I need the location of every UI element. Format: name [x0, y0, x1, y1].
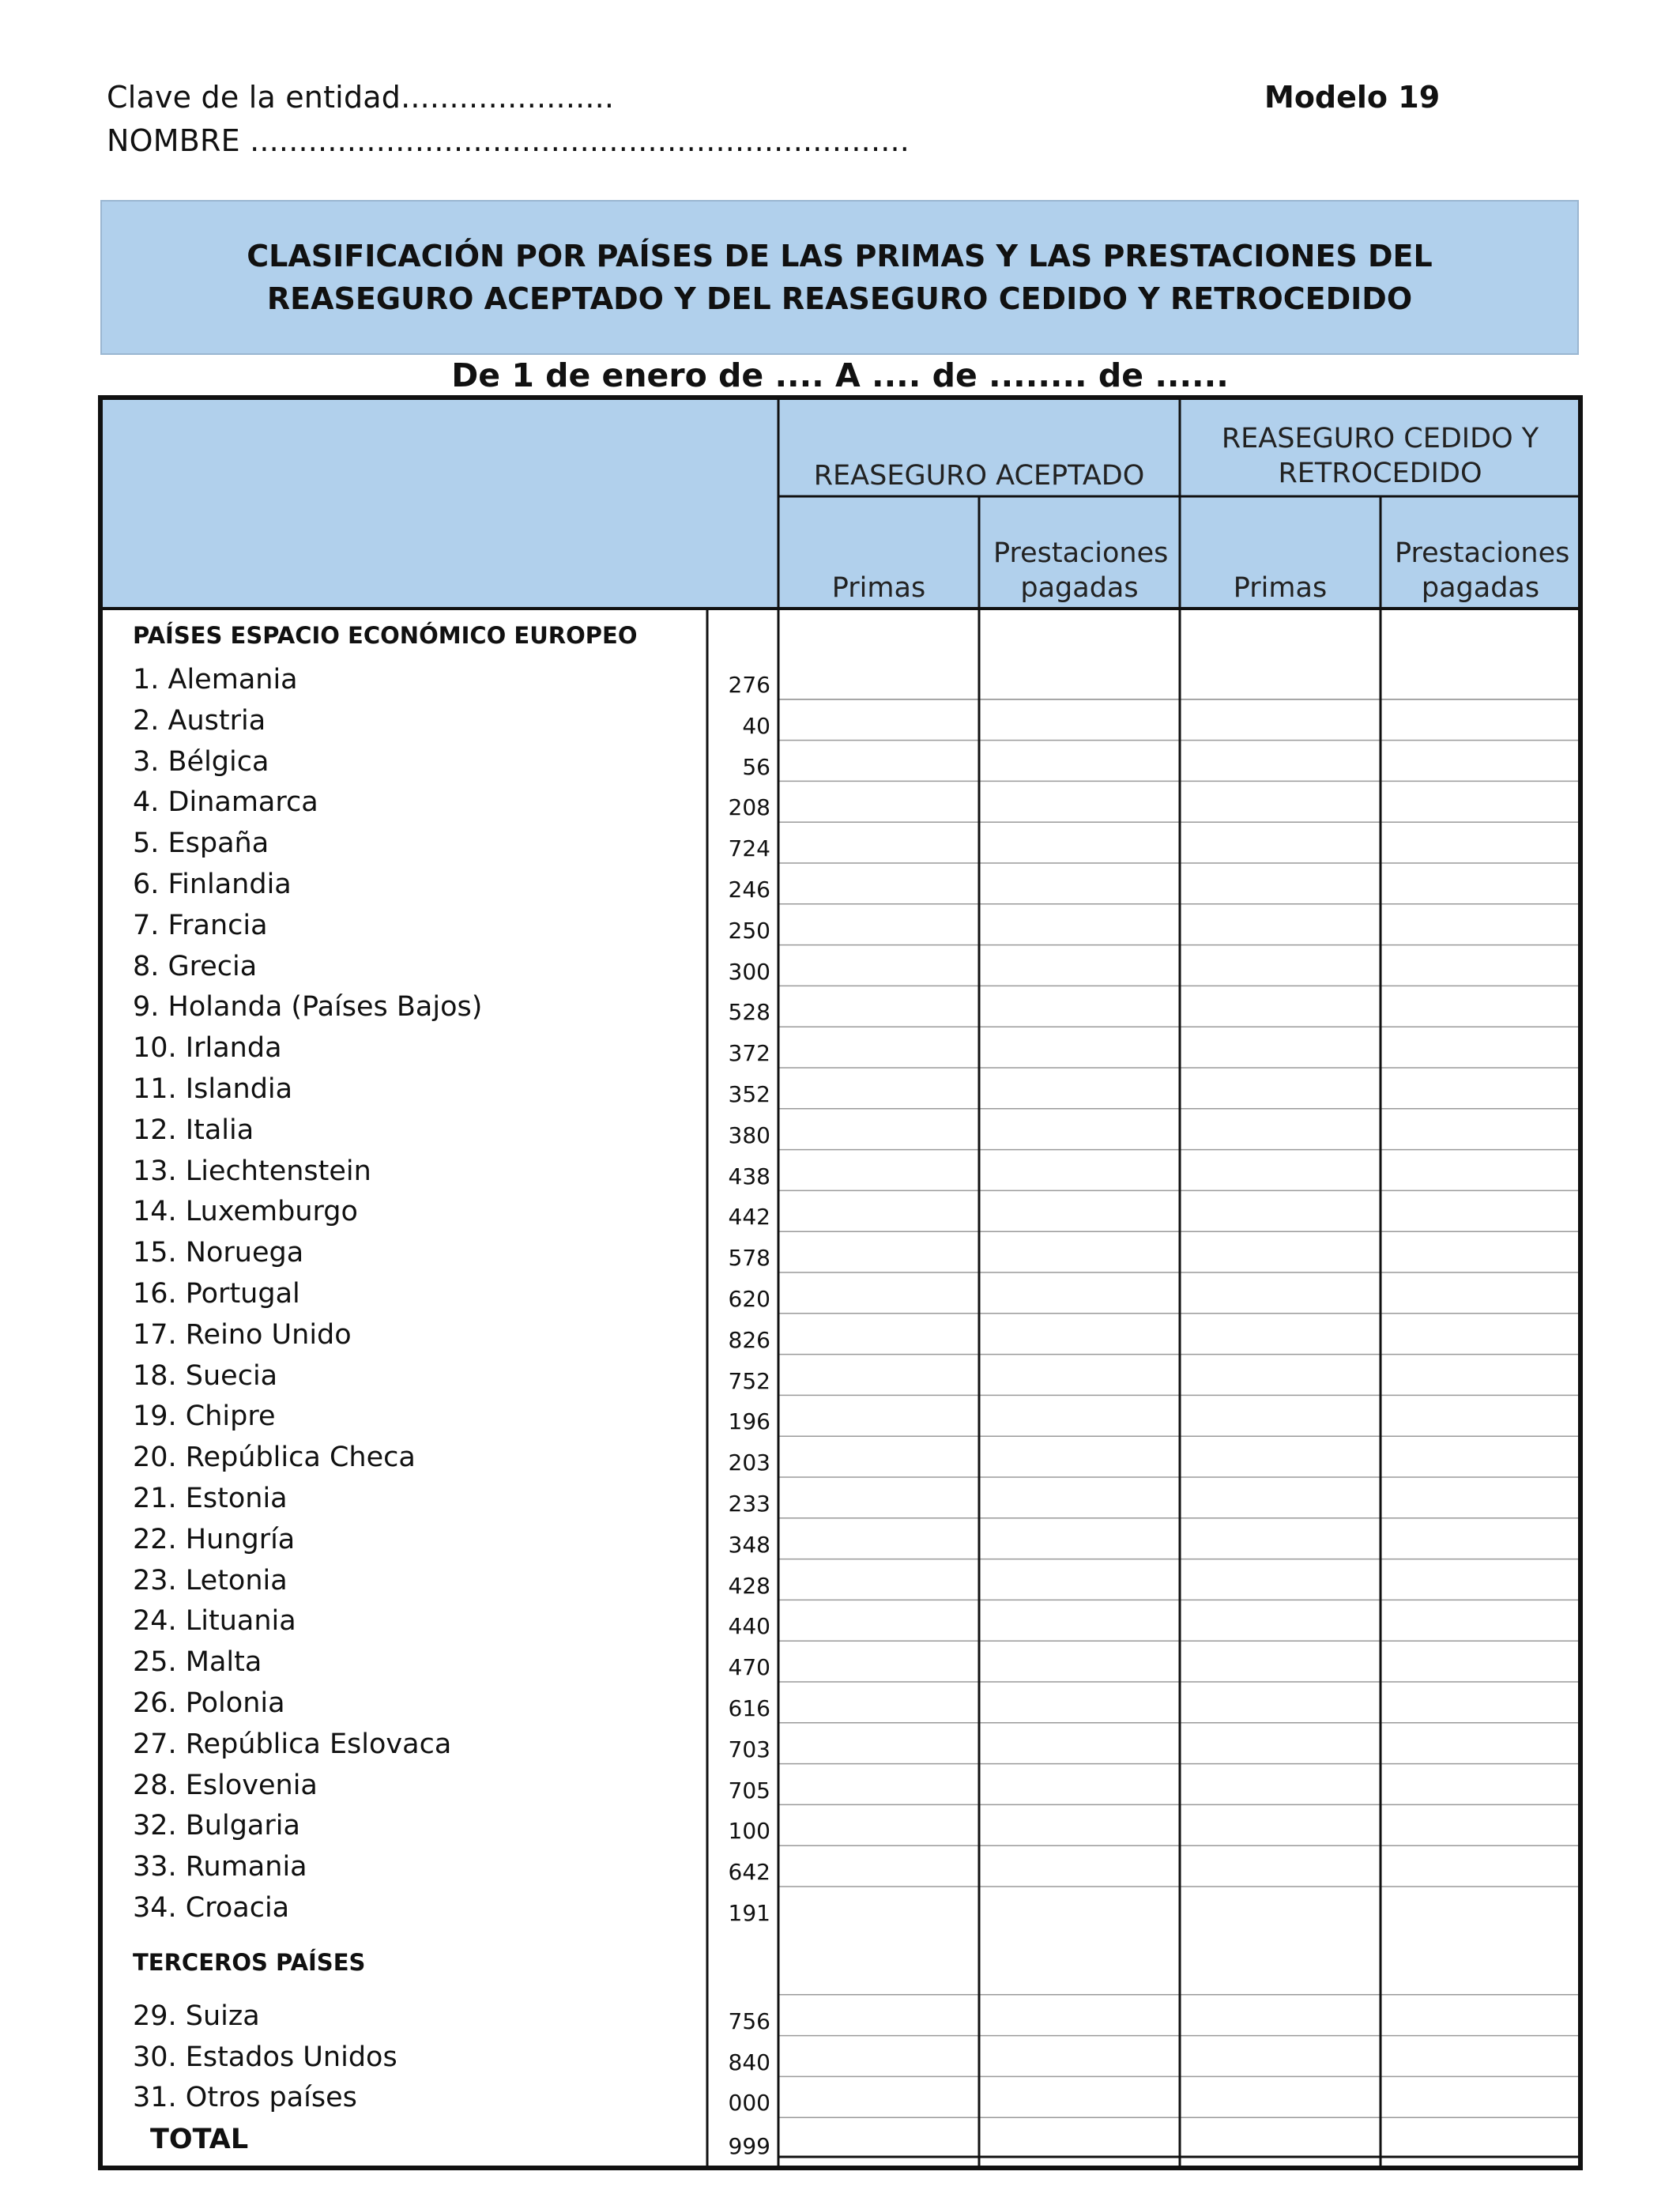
form-title-line-1: CLASIFICACIÓN POR PAÍSES DE LAS PRIMAS Y LAS PRESTACIONES DEL	[247, 239, 1433, 273]
country-row-code: 528	[728, 999, 770, 1026]
section-eee-label: PAÍSES ESPACIO ECONÓMICO EUROPEO	[133, 622, 638, 649]
country-row-code: 203	[728, 1449, 770, 1476]
country-row-code: 372	[728, 1040, 770, 1067]
country-row-label: 31. Otros países	[133, 2082, 357, 2114]
country-row-label: 20. República Checa	[133, 1442, 416, 1474]
country-row-code: 40	[742, 712, 770, 739]
column-header-prestaciones: Prestaciones pagadas	[993, 537, 1169, 604]
country-row-code: 578	[728, 1245, 770, 1272]
country-row-label: 3. Bélgica	[133, 745, 269, 778]
country-row-code: 250	[728, 917, 770, 944]
country-row-label: 10. Irlanda	[133, 1032, 282, 1065]
country-row-label: 16. Portugal	[133, 1278, 300, 1310]
country-row-label: 7. Francia	[133, 909, 268, 941]
country-row-label: 15. Noruega	[133, 1237, 304, 1269]
country-row-code: 826	[728, 1326, 770, 1353]
country-row-code: 752	[728, 1367, 770, 1394]
column-header-prestaciones: Prestaciones pagadas	[1395, 537, 1570, 604]
country-row-code: 56	[742, 753, 770, 780]
country-row-label: 14. Luxemburgo	[133, 1196, 358, 1228]
section-third-label: TERCEROS PAÍSES	[133, 1948, 366, 1976]
country-row-code: 233	[728, 1491, 770, 1517]
country-row-code: 724	[728, 835, 770, 862]
country-row-label: 12. Italia	[133, 1114, 254, 1146]
country-row-code: 642	[728, 1859, 770, 1886]
country-row-code: 616	[728, 1695, 770, 1721]
column-header-primas: Primas	[1233, 572, 1328, 604]
country-row-code: 380	[728, 1122, 770, 1148]
country-row-label: 11. Islandia	[133, 1073, 293, 1105]
column-header-primas: Primas	[831, 572, 926, 604]
country-row-label: 26. Polonia	[133, 1687, 285, 1719]
country-row-code: 440	[728, 1613, 770, 1640]
country-row-label: 28. Eslovenia	[133, 1769, 318, 1801]
entity-name-label: NOMBRE ....................................................................	[107, 123, 910, 158]
country-row-code: 300	[728, 958, 770, 985]
country-row-code: 703	[728, 1736, 770, 1762]
country-row-label: 23. Letonia	[133, 1564, 288, 1596]
form-title-line-2: REASEGURO ACEPTADO Y DEL REASEGURO CEDIDO Y RETROCEDIDO	[266, 281, 1413, 316]
country-row-code: 470	[728, 1654, 770, 1681]
country-row-code: 100	[728, 1818, 770, 1845]
country-row-label: 17. Reino Unido	[133, 1318, 352, 1351]
country-row-label: 22. Hungría	[133, 1523, 296, 1555]
country-row-label: 2. Austria	[133, 704, 266, 737]
country-row-code: 438	[728, 1163, 770, 1189]
country-row-label: 5. España	[133, 827, 269, 860]
country-row-code: 208	[728, 794, 770, 821]
country-row-label: 32. Bulgaria	[133, 1810, 300, 1842]
country-row-label: 19. Chipre	[133, 1400, 276, 1433]
country-row-label: 21. Estonia	[133, 1483, 288, 1514]
country-row-code: 442	[728, 1204, 770, 1231]
group-header-ceded: REASEGURO CEDIDO Y RETROCEDIDO	[1221, 423, 1539, 489]
country-row-code: 246	[728, 876, 770, 903]
country-row-code: 191	[728, 1900, 770, 1926]
country-row-code: 348	[728, 1531, 770, 1558]
total-row-label: TOTAL	[150, 2124, 249, 2156]
country-row-label: 33. Rumania	[133, 1851, 307, 1883]
country-row-label: 30. Estados Unidos	[133, 2041, 397, 2073]
country-row-label: 34. Croacia	[133, 1892, 290, 1924]
entity-key-label: Clave de la entidad......................	[107, 80, 615, 115]
country-row-label: 9. Holanda (Países Bajos)	[133, 991, 483, 1023]
country-row-label: 13. Liechtenstein	[133, 1155, 371, 1187]
group-header-accepted: REASEGURO ACEPTADO	[813, 460, 1145, 492]
country-row-label: 4. Dinamarca	[133, 786, 318, 819]
country-row-label: 18. Suecia	[133, 1359, 278, 1392]
country-row-code: 428	[728, 1572, 770, 1599]
model-number: Modelo 19	[1264, 80, 1441, 115]
country-row-label: 8. Grecia	[133, 950, 258, 982]
country-row-code: 756	[728, 2007, 770, 2034]
country-row-code: 705	[728, 1777, 770, 1804]
country-row-code: 000	[728, 2090, 770, 2117]
country-row-label: 6. Finlandia	[133, 869, 292, 900]
reporting-period: De 1 de enero de .... A .... de ........ de ......	[451, 356, 1229, 394]
country-row-code: 276	[728, 672, 770, 698]
country-row-code: 840	[728, 2049, 770, 2075]
country-row-label: 25. Malta	[133, 1646, 262, 1679]
table-outer-frame	[100, 398, 1580, 2168]
country-row-code: 352	[728, 1081, 770, 1107]
country-row-code: 620	[728, 1286, 770, 1312]
country-row-code: 196	[728, 1408, 770, 1435]
country-row-label: 27. República Eslovaca	[133, 1728, 452, 1760]
country-row-label: 29. Suiza	[133, 2000, 260, 2032]
total-row-code: 999	[728, 2133, 770, 2160]
country-row-label: 1. Alemania	[133, 664, 298, 696]
country-row-label: 24. Lituania	[133, 1605, 296, 1638]
